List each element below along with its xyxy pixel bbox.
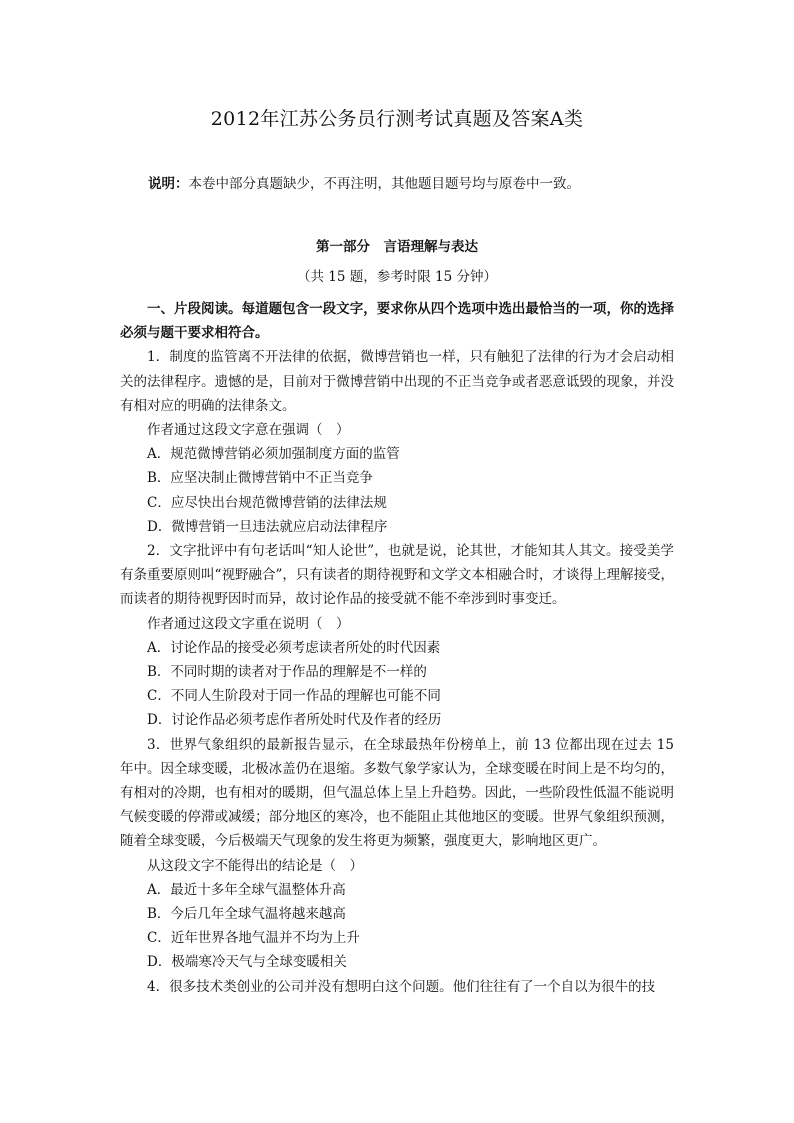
question-3-option-c: C．近年世界各地气温并不均为上升 — [147, 930, 360, 947]
question-3-option-b: B．今后几年全球气温将越来越高 — [147, 906, 346, 923]
question-2-option-c: C．不同人生阶段对于同一作品的理解也可能不同 — [147, 688, 441, 705]
note-line — [148, 172, 580, 196]
question-2-option-d: D．讨论作品必须考虑作者所处时代及作者的经历 — [147, 712, 442, 729]
question-4-stem: 4．很多技术类创业的公司并没有想明白这个问题。他们往往有了一个自以为很牛的技 — [147, 978, 656, 995]
question-2-option-a: A．讨论作品的接受必须考虑读者所处的时代因素 — [147, 639, 441, 656]
instruction-paragraph: 一、片段阅读。每道题包含一段文字，要求你从四个选项中选出最恰当的一项，你的选择必须与题干要求相符合。 — [120, 301, 674, 342]
section-title: 第一部分 言语理解与表达 — [316, 239, 478, 255]
question-1-option-a: A．规范微博营销必须加强制度方面的监管 — [147, 446, 400, 463]
document-title: 2012年江苏公务员行测考试真题及答案A类 — [210, 108, 584, 130]
question-3-prompt: 从这段文字不能得出的结论是（ ） — [147, 857, 363, 874]
question-3-option-a: A．最近十多年全球气温整体升高 — [147, 881, 346, 898]
question-2-stem: 2．文字批评中有句老话叫“知人论世”，也就是说，论其世，才能知其人其文。接受美学有条重要原则叫“视野融合”，只有读者的期待视野和文学文本相融合时，才谈得上理解接受，而读者的期待视野因时而异，故讨论作品的接受就不能不牵涉到时事变迁。 — [120, 543, 674, 608]
section-subtitle: （共 15 题，参考时限 15 分钟） — [296, 269, 498, 285]
question-2-prompt: 作者通过这段文字重在说明（ ） — [147, 615, 350, 632]
document-body — [120, 297, 674, 999]
question-1-option-c: C．应尽快出台规范微博营销的法律法规 — [147, 494, 387, 511]
question-3-option-d: D．极端寒冷天气与全球变暖相关 — [147, 954, 347, 971]
question-1-stem: 1．制度的监管离不开法律的依据，微博营销也一样，只有触犯了法律的行为才会启动相关的法律程序。遗憾的是，目前对于微博营销中出现的不正当竞争或者恶意诋毁的现象，并没有相对应的明确的法律条文。 — [120, 349, 674, 414]
note-label: 说明： — [148, 176, 189, 192]
question-1-prompt: 作者通过这段文字意在强调（ ） — [147, 422, 350, 439]
question-2-option-b: B．不同时期的读者对于作品的理解是不一样的 — [147, 664, 427, 681]
question-1-option-d: D．微博营销一旦违法就应启动法律程序 — [147, 518, 388, 535]
note-text: 本卷中部分真题缺少，不再注明，其他题目题号均与原卷中一致。 — [188, 176, 580, 192]
question-1-option-b: B．应坚决制止微博营销中不正当竞争 — [147, 470, 373, 487]
question-3-stem: 3．世界气象组织的最新报告显示，在全球最热年份榜单上，前 13 位都出现在过去 15 年中。因全球变暖，北极冰盖仍在退缩。多数气象学家认为，全球变暖在时间上是不均匀的，有相对的冷期，也有相对的暖期，但气温总体上呈上升趋势。因此，一些阶段性低温不能说明气候变暖的停滞或减缓；部分地区的寒冷，也不能阻止其他地区的变暖。世界气象组织预测，随着全球变暖，今后极端天气现象的发生将更为频繁，强度更大，影响地区更广。 — [120, 736, 674, 850]
